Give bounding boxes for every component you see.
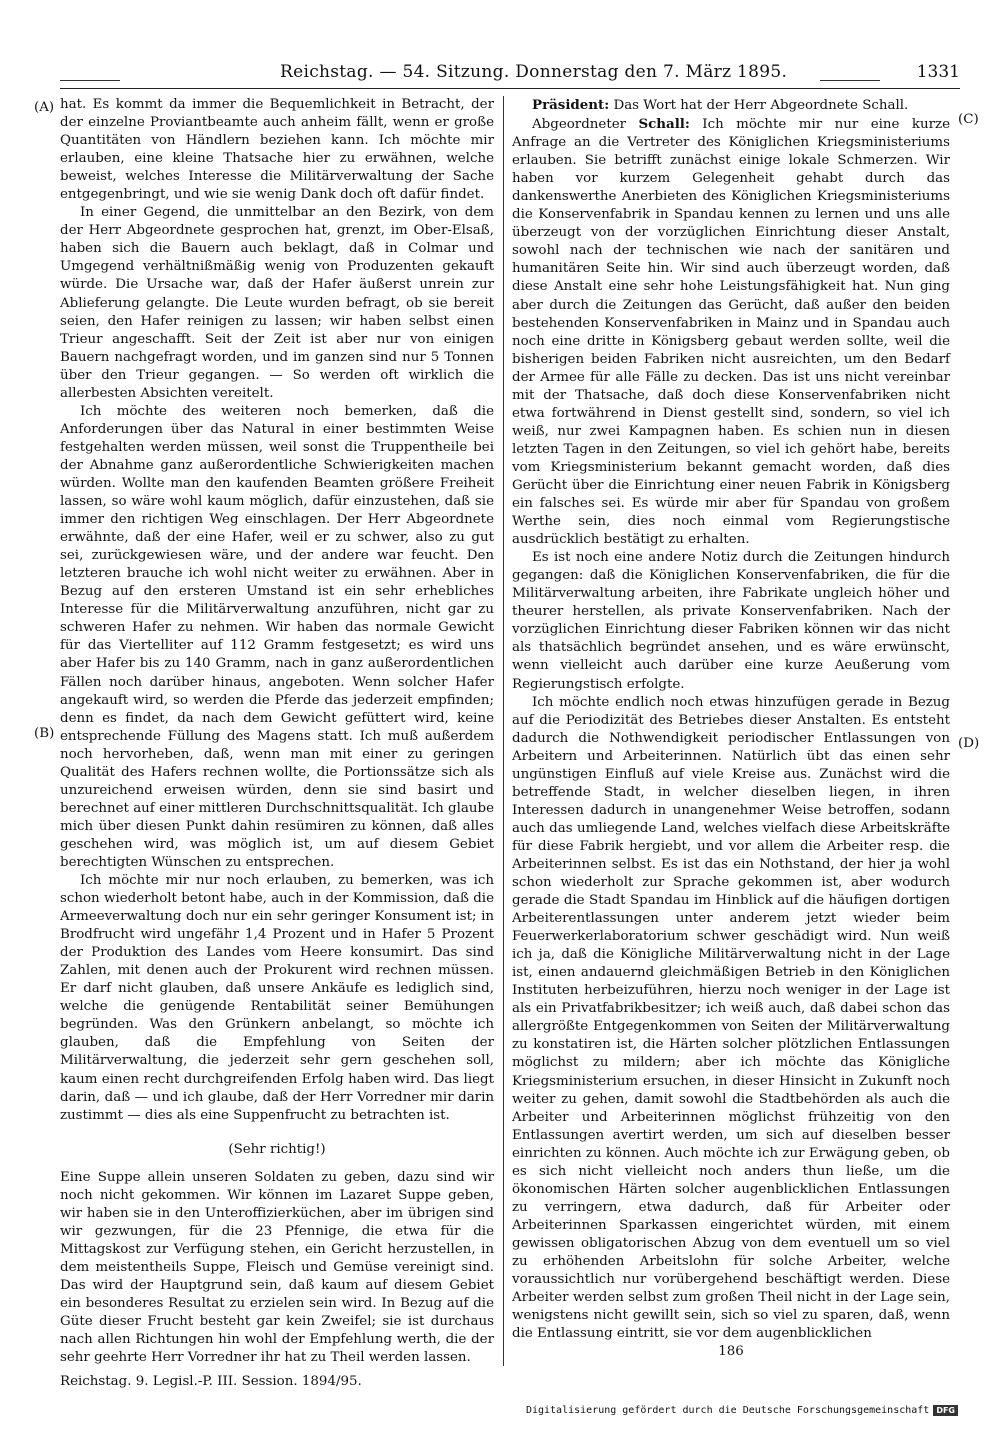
- statement-text: Das Wort hat der Herr Abgeordnete Schall.: [613, 98, 909, 113]
- margin-marker-d: (D): [958, 736, 980, 751]
- paragraph: In einer Gegend, die unmittelbar an den Bezirk, von dem der Herr Abgeordnete gesprochen hat, grenzt, im Ober-Elsaß, haben sich die Bauern auch beklagt, daß in Colmar und Umgegend verhältnißmäßig wenig von Produzenten gekauft würde. Die Ursache war, daß der Hafer äußerst unrein zur Ablieferung gelangte. Die Leute wurden befragt, ob sie bereit seien, den Hafer reinigen zu lassen; wir haben selbst einen Trieur angeschafft. Seit der Zeit ist aber nur von einigen Bauern nachgefragt worden, und im ganzen sind nur 5 Tonnen über den Trieur gegangen. — So werden oft wirklich die allerbesten Absichten vereitelt.: [60, 205, 494, 401]
- paragraph: Eine Suppe allein unseren Soldaten zu geben, dazu sind wir noch nicht gekommen. Wir können im Lazaret Suppe geben, wir haben sie in den Unteroffizierküchen, aber im übrigen sind wir gezwungen, für die 23 Pfennige, die etwa für die Mittagskost zur Verfügung stehen, ein Gericht herzustellen, in dem meistentheils Suppe, Fleisch und Gemüse vereinigt sind. Das wird der Hauptgrund sein, daß kaum auf diesem Gebiet ein besonderes Resultat zu erzielen sein wird. In Bezug auf die Güte dieser Frucht besteht gar kein Zweifel; sie ist durchaus nach allen Richtungen hin wohl der Empfehlung werth, die der sehr geehrte Herr Vorredner ihr hat zu Theil werden lassen.: [60, 1169, 494, 1366]
- paragraph: hat. Es kommt da immer die Bequemlichkeit in Betracht, der der einzelne Proviantbeamte auch anheim fällt, wenn er große Quantitäten von Händlern beziehen kann. Ich möchte mir erlauben, eine kleine Thatsache hier zu erwähnen, welche beweist, welches Interesse die Militärverwaltung der Sache entgegenbringt, und wie sie wenig Dank doch oft dafür findet.: [60, 97, 494, 203]
- header-rule-left: [60, 80, 120, 81]
- paragraph: Ich möchte endlich noch etwas hinzufügen gerade in Bezug auf die Periodizität des Betriebes dieser Anstalten. Es entsteht dadurch die Nothwendigkeit periodischer Entlassungen von Arbeitern und Arbeiterinnen. Natürlich übt das einen sehr ungünstigen Einfluß auf viele Kreise aus. Zunächst wird die betreffende Stadt, in welcher dieselben liegen, in ihren Interessen dadurch in unangenehmer Weise betroffen, sodann auch das umliegende Land, welches vielfach diese Arbeitskräfte für diese Fabrik hergiebt, und vor allem die Arbeiter resp. die Arbeiterinnen selbst. Es ist das ein Nothstand, der hier ja wohl schon wiederholt zur Sprache gekommen ist, aber wodurch gerade die Stadt Spandau im Hinblick auf die häufigen dortigen Arbeiterentlassungen unter anderem jetzt wieder beim Feuerwerkerlaboratorium schwer geschädigt wird. Nun weiß ich ja, daß die Königliche Militärverwaltung nicht in der Lage ist, einen andauernd gleichmäßigen Betrieb in den Königlichen Instituten herbeizuführen, hierzu noch weniger in der Lage ist als ein Privatfabrikbesitzer; ich weiß auch, daß dabei schon das allergrößte Entgegenkommen von Seiten der Militärverwaltung zu konstatiren ist, die Härten solcher plötzlichen Entlassungen möglichst zu mildern; aber ich möchte das Königliche Kriegsministerium ersuchen, in dieser Hinsicht in Zukunft noch weiter zu gehen, damit sowohl die Stadtbehörden als auch die Arbeiter und Arbeiterinnen möglichst frühzeitig von den Entlassungen avertirt werden, um sich auf dieselben besser einrichten zu können. Auch möchte ich zur Erwägung geben, ob es sich nicht vielleicht noch anders thun ließe, um die ökonomischen Härten solcher augenblicklichen Entlassungen zu verringern, etwa dadurch, daß für Arbeiter oder Arbeiterinnen Sparkassen eingerichtet würden, mit einem gewissen obligatorischen Abzug von dem eventuell um so viel zu erhöhenden Arbeitslohn für solche Arbeiter, welche voraussichtlich nur vorübergehend beschäftigt werden. Diese Arbeiter werden selbst zum großen Theil nicht in der Lage sein, wenigstens nicht gewillt sein, sich so viel zu sparen, daß, wenn die Entlassung eintritt, sie vor dem augenblicklichen: [512, 694, 950, 1342]
- speech-paragraph: [512, 115, 950, 549]
- margin-marker-a: (A): [34, 100, 55, 115]
- left-column: [60, 96, 494, 1391]
- speaker-prefix: Abgeordneter: [532, 117, 627, 133]
- column-divider: [503, 96, 504, 1366]
- speaker-label: Präsident:: [532, 97, 610, 113]
- president-statement: [512, 96, 950, 115]
- interjection: (Sehr richtig!): [228, 1141, 326, 1157]
- page-id: 186: [718, 1344, 744, 1360]
- dfg-logo: DFG: [933, 1405, 958, 1416]
- page-title: Reichstag. — 54. Sitzung. Donnerstag den 7. März 1895.: [280, 62, 788, 82]
- paragraph: Ich möchte mir nur noch erlauben, zu bemerken, was ich schon wiederholt betont habe, auch in der Kommission, daß die Armeeverwaltung doch nur ein sehr geringer Konsument ist; in Brodfrucht wird ungefähr 1,4 Prozent und in Hafer 5 Prozent der Produktion des Landes vom Heere konsumirt. Das sind Zahlen, mit denen auch der Prokurent wird rechnen müssen. Er darf nicht glauben, daß unsere Ankäufe es lediglich sind, welche die genügende Rentabilität seiner Bemühungen begründen. Was den Grünkern anbelangt, so möchte ich glauben, daß die Empfehlung von Seiten der Militärverwaltung, die jederzeit sehr gern geschehen soll, kaum einen recht durchgreifenden Erfolg haben wird. Das liegt darin, daß — und ich glaube, daß der Herr Vorredner mir darin zustimmt — dies als eine Suppenfrucht zu betrachten ist.: [60, 873, 494, 1123]
- margin-marker-b: (B): [34, 726, 55, 741]
- digitization-credit: [526, 1405, 958, 1416]
- margin-marker-c: (C): [958, 112, 979, 127]
- right-column: [512, 96, 950, 1361]
- speech-text: Ich möchte mir nur eine kurze Anfrage an die Vertreter des Königlichen Kriegsministeriums erlauben. Sie betrifft zunächst einige lokale Schmerzen. Wir haben vor kurzem Gelegenheit gehabt durch das dankenswerthe Anerbieten des Königlichen Kriegsministeriums die Konservenfabrik in Spandau kennen zu lernen und uns alle überzeugt von der vorzüglichen Einrichtung dieser Anstalt, sowohl nach der technischen wie nach der sanitären und humanitären Seite hin. Wir sind auch überzeugt worden, daß diese Anstalt eine sehr hohe Leistungsfähigkeit hat. Nun ging aber durch die Zeitungen das Gerücht, daß außer den beiden bestehenden Konservenfabriken in Mainz und in Spandau auch noch eine dritte in Königsberg gebaut werden sollte, weil die bisherigen beiden Fabriken nicht ausreichten, um den Bedarf der Armee für alle Fälle zu decken. Das ist uns nicht vereinbar mit der Thatsache, daß doch diese Konservenfabriken nicht etwa fortwährend in Dienst gestellt sind, sondern, so viel ich weiß, nur zwei Kampagnen haben. Es schien nun in diesen letzten Tagen in den Zeitungen, so viel ich gehört habe, bereits vom Kriegsministerium bekannt gemacht worden, daß dies Gerücht über die Einrichtung einer neuen Fabrik in Königsberg ein falsches sei. Es würde mir aber für Spandau von großem Werthe sein, dies noch einmal vom Regierungstische ausdrücklich bestätigt zu erhalten.: [512, 117, 951, 548]
- header-underline: [60, 88, 960, 89]
- credit-text: Digitalisierung gefördert durch die Deutsche Forschungsgemeinschaft: [525, 1405, 930, 1416]
- page-footer: Reichstag. 9. Legisl.-P. III. Session. 1894/95.: [60, 1374, 362, 1390]
- page-header: [60, 58, 960, 88]
- paragraph: Ich möchte des weiteren noch bemerken, daß die Anforderungen über das Natural in einer bestimmten Weise festgehalten werden müssen, weil sonst die Truppentheile bei der Abnahme ganz außerordentliche Schwierigkeiten machen würden. Wollte man den kaufenden Beamten größere Freiheit lassen, so wäre wohl kaum möglich, dafür einzustehen, daß sie immer den richtigen Weg einschlagen. Der Herr Abgeordnete erwähnte, daß der eine Hafer, weil er zu schwer, also zu gut sei, zurückgewiesen wäre, und der andere war feucht. Den letzteren brauche ich wohl nicht weiter zu erwähnen. Aber in Bezug auf den ersteren Umstand ist ein sehr erhebliches Interesse für die Militärverwaltung anzuführen, nicht gar zu schweren Hafer zu nehmen. Wir haben das normale Gewicht für das Viertelliter auf 112 Gramm festgesetzt; es wird uns aber Hafer bis zu 140 Gramm, nach in ganz außerordentlichen Fällen noch darüber hinaus, angeboten. Wenn solcher Hafer angekauft wird, so werden die Pferde das jederzeit empfinden; denn es findet, da nach dem Gewicht gefüttert wird, keine entsprechende Füllung des Magens statt. Ich muß außerdem noch hervorheben, daß, wenn man mit einer zu geringen Qualität des Hafers rechnen wollte, die Portionssätze sich als unzureichend erweisen würden, denn sie sind basirt und berechnet auf einer mittleren Durchschnittsqualität. Ich glaube mich über diesen Punkt dahin resümiren zu können, daß alles geschehen wird, was möglich ist, um auf diesem Gebiet berechtigten Wünschen zu entsprechen.: [60, 403, 494, 870]
- header-rule-right: [820, 80, 880, 81]
- page-number: 1331: [916, 62, 960, 82]
- speaker-name: Schall:: [638, 116, 690, 133]
- paragraph: Es ist noch eine andere Notiz durch die Zeitungen hindurch gegangen: daß die Königlichen Konservenfabriken, die für die Militärverwaltung arbeiten, ihre Fabrikate ungleich höher und theurer herstellen, als private Konservenfabriken. Nach der vorzüglichen Einrichtung dieser Fabriken können wir das nicht als thatsächlich begründet ansehen, und es wäre erwünscht, wenn vielleicht auch darüber eine kurze Aeußerung vom Regierungstisch erfolgte.: [512, 550, 950, 692]
